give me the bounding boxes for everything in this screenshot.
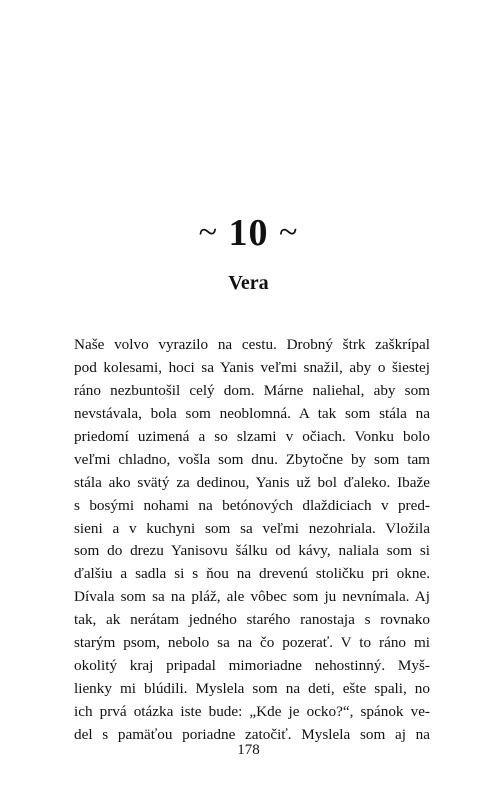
page-number: 178 [237,742,260,758]
text-line: ich prvá otázka iste bude: „Kde je ocko?“, spánok ve- [74,703,430,720]
text-line: del s pamäťou poriadne zatočiť. Myslela som aj na [74,725,430,743]
chapter-tilde-right: ~ [279,214,299,251]
text-line: lienky mi blúdili. Myslela som na deti, ešte spali, no [74,680,430,698]
chapter-heading [0,210,497,258]
body-text [74,334,430,747]
text-line: sieni a v kuchyni som sa veľmi nezohriala. Vložila [74,519,430,537]
text-line: priedomí uzimená a so slzami v očiach. Vonku bolo [74,427,430,445]
chapter-title: Vera [228,272,269,294]
text-line: ďalšiu a sadla si s ňou na drevenú stoličku pri okne. [74,565,430,583]
text-line: Naše volvo vyrazilo na cestu. Drobný štrk zaškrípal [74,336,430,353]
chapter-number: 10 [228,212,269,254]
text-line: nevstávala, bola som neoblomná. A tak som stála na [74,404,430,422]
text-line: som do drezu Yanisovu šálku od kávy, naliala som si [74,542,430,560]
text-line: ráno nezbuntošil celý dom. Márne naliehal, aby som [74,381,430,399]
text-line: okolitý kraj pripadal mimoriadne nehostinný. Myš- [74,657,430,675]
text-line: Dívala som sa na pláž, ale vôbec som ju nevnímala. Aj [74,588,430,606]
text-line: veľmi chladno, vošla som dnu. Zbytočne by som tam [74,450,430,468]
text-line: s bosými nohami na betónových dlaždiciach v pred- [74,496,430,514]
chapter-tilde-left: ~ [198,214,218,251]
text-line: tak, ak nerátam jedného starého ranostaja s rovnako [74,611,430,629]
text-line: starým psom, nebolo sa na čo pozerať. V to ráno mi [74,634,430,652]
text-line: pod kolesami, hoci sa Yanis veľmi snažil, aby o šiestej [74,358,430,376]
text-line: stála ako svätý za dedinou, Yanis už bol ďaleko. Ibaže [74,473,430,491]
